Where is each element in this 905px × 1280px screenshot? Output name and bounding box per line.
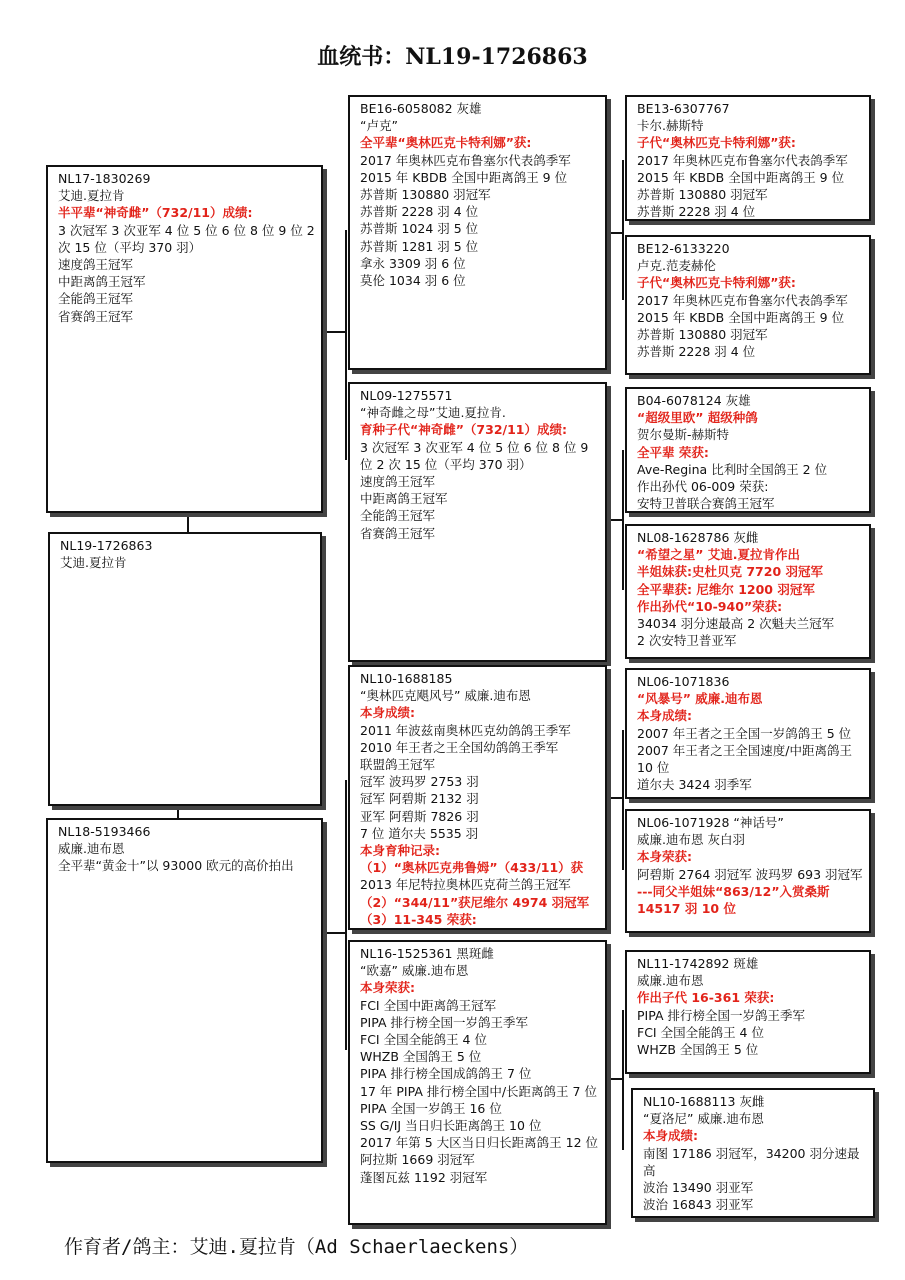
- result-text: 3 次冠军 3 次亚军 4 位 5 位 6 位 8 位 9 位 2 次 15 位（平均 370 羽）: [360, 439, 589, 472]
- sds-card: [625, 387, 871, 513]
- achievement-heading: 子代“奥林匹克卡特利娜”获:: [637, 275, 796, 291]
- result-text: 莫伦 1034 羽 6 位: [360, 273, 466, 289]
- result-text: 省赛鸽王冠军: [58, 308, 134, 324]
- ring-number: NL19-1726863: [60, 538, 153, 553]
- ring-number: NL06-1071836: [637, 674, 730, 689]
- result-text: 2017 年第 5 大区当日归长距离鸽王 12 位: [360, 1135, 599, 1151]
- achievement-heading: 子代“奥林匹克卡特利娜”获:: [637, 135, 796, 151]
- result-text: 全平辈“黄金十”以 93000 欧元的高价拍出: [58, 858, 294, 874]
- result-text: PIPA 排行榜全国一岁鸽王季军: [637, 1007, 805, 1023]
- breeder: 卢克.范麦赫伦: [637, 258, 716, 274]
- result-text: 苏普斯 130880 羽冠军: [360, 187, 491, 203]
- result-text: 2013 年尼特拉奥林匹克荷兰鸽王冠军: [360, 877, 571, 893]
- result-text: ---同父半姐妹“863/12”入赏桑斯 14517 羽 10 位: [637, 883, 830, 917]
- pigeon-name: “欧嘉” 威廉.迪布恩: [360, 963, 469, 979]
- dam-dam-card: [348, 940, 607, 1225]
- ring-number: NL10-1688113 灰雌: [643, 1094, 765, 1109]
- breeder: 贺尔曼斯-赫斯特: [637, 427, 730, 443]
- result-text: 苏普斯 1281 羽 5 位: [360, 238, 479, 254]
- result-text: 苏普斯 2228 羽 4 位: [637, 344, 756, 360]
- connector-line: [187, 512, 189, 532]
- result-text: 全能鸽王冠军: [58, 291, 134, 307]
- result-text: 安特卫普联合赛鸽王冠军: [637, 496, 775, 512]
- result-text: 速度鸽王冠军: [360, 474, 436, 490]
- ssd-card: [625, 235, 871, 375]
- result-text: 2015 年 KBDB 全国中距离鸽王 9 位: [637, 309, 845, 325]
- result-text: 苏普斯 2228 羽 4 位: [637, 204, 756, 220]
- result-text: 34034 羽分速最高 2 次魁夫兰冠军: [637, 616, 835, 632]
- result-text: 冠军 波玛罗 2753 羽: [360, 774, 479, 790]
- result-text: WHZB 全国鸽王 5 位: [360, 1049, 482, 1065]
- dam-sire-card: [348, 665, 607, 930]
- breeder: 威廉.迪布恩: [58, 841, 125, 857]
- connector-line: [345, 780, 347, 1050]
- ring-number: BE13-6307767: [637, 101, 730, 116]
- breeder: 艾迪.夏拉肯: [58, 188, 125, 204]
- ring-number: NL16-1525361 黑斑雌: [360, 946, 494, 961]
- ring-number: BE16-6058082 灰雄: [360, 101, 482, 116]
- pigeon-name: “神奇雌之母”艾迪.夏拉肯.: [360, 405, 506, 421]
- result-text: 全平辈获: 尼维尔 1200 羽冠军: [637, 581, 815, 597]
- sss-card: [625, 95, 871, 221]
- achievement-heading: 本身成绩:: [360, 705, 415, 721]
- achievement-heading: 半平辈“神奇雌”（732/11）成绩:: [58, 205, 253, 221]
- achievement-heading: 本身荣获:: [637, 849, 692, 865]
- result-text: 道尔夫 3424 羽季军: [637, 777, 752, 793]
- subject-card: [48, 532, 322, 806]
- sdd-card: [625, 524, 871, 659]
- result-text: （1）“奥林匹克弗鲁姆”（433/11）获: [360, 860, 584, 876]
- connector-line: [622, 160, 624, 300]
- result-text: 2015 年 KBDB 全国中距离鸽王 9 位: [637, 169, 845, 185]
- connector-line: [322, 932, 346, 934]
- result-text: 苏普斯 2228 羽 4 位: [360, 204, 479, 220]
- page-title: 血统书：NL19-1726863: [317, 44, 588, 70]
- result-text: 蓬图瓦兹 1192 羽冠军: [360, 1169, 488, 1185]
- ring-number: NL11-1742892 斑雄: [637, 956, 759, 971]
- ring-number: NL09-1275571: [360, 388, 453, 403]
- ring-number: NL10-1688185: [360, 671, 453, 686]
- connector-line: [622, 730, 624, 870]
- sire-card: [46, 165, 323, 513]
- breeder: 威廉.迪布恩: [637, 973, 704, 989]
- sire-sire-card: [348, 95, 607, 370]
- result-text: 3 次冠军 3 次亚军 4 位 5 位 6 位 8 位 9 位 2 次 15 位（平均 370 羽）: [58, 222, 315, 255]
- result-text: （2）“344/11”获尼维尔 4974 羽冠军: [360, 894, 590, 910]
- achievement-heading: 本身成绩:: [637, 708, 692, 724]
- result-text: 波治 13490 羽亚军: [643, 1180, 754, 1196]
- result-text: 拿永 3309 羽 6 位: [360, 255, 466, 271]
- pigeon-name: “风暴号” 威廉.迪布恩: [637, 691, 763, 707]
- result-text: FCI 全国全能鸽王 4 位: [637, 1024, 764, 1040]
- result-text: 2007 年王者之王全国一岁鸽鸽王 5 位: [637, 725, 852, 741]
- result-text: PIPA 排行榜全国一岁鸽王季军: [360, 1014, 528, 1030]
- achievement-heading: 作出孙代“10-940”荣获:: [637, 598, 783, 614]
- result-text: 苏普斯 130880 羽冠军: [637, 327, 768, 343]
- pigeon-name: “希望之星” 艾迪.夏拉肯作出: [637, 547, 801, 563]
- result-text: 波治 16843 羽亚军: [643, 1197, 754, 1213]
- dds-card: [625, 950, 871, 1074]
- breeder: 卡尔.赫斯特: [637, 118, 704, 134]
- ring-number: NL06-1071928 “神话号”: [637, 815, 784, 830]
- result-text: 省赛鸽王冠军: [360, 525, 436, 541]
- achievement-heading: 本身荣获:: [360, 980, 415, 996]
- result-text: 2010 年王者之王全国幼鸽鸽王季军: [360, 739, 559, 755]
- result-text: 7 位 道尔夫 5535 羽: [360, 825, 479, 841]
- result-text: 17 年 PIPA 排行榜全国中/长距离鸽王 7 位: [360, 1083, 597, 1099]
- result-text: WHZB 全国鸽王 5 位: [637, 1042, 759, 1058]
- result-text: 2017 年奥林匹克布鲁塞尔代表鸽季军: [637, 292, 848, 308]
- result-text: 阿拉斯 1669 羽冠军: [360, 1152, 475, 1168]
- ddd-card: [631, 1088, 875, 1218]
- achievement-heading: 全平辈“奥林匹克卡特利娜”获:: [360, 135, 532, 151]
- dss-card: [625, 668, 871, 799]
- breeder: 艾迪.夏拉肯: [60, 555, 127, 571]
- ring-number: NL08-1628786 灰雌: [637, 530, 759, 545]
- result-text: 中距离鸽王冠军: [360, 491, 448, 507]
- result-text: PIPA 全国一岁鸽王 16 位: [360, 1100, 502, 1116]
- achievement-heading: 全平辈 荣获:: [637, 444, 709, 460]
- result-text: 苏普斯 1024 羽 5 位: [360, 221, 479, 237]
- connector-line: [622, 450, 624, 590]
- connector-line: [345, 230, 347, 460]
- result-text: 中距离鸽王冠军: [58, 274, 146, 290]
- pigeon-name: “夏洛尼” 威廉.迪布恩: [643, 1111, 764, 1127]
- result-text: PIPA 排行榜全国成鸽鸽王 7 位: [360, 1066, 532, 1082]
- achievement-heading: 本身育种记录:: [360, 843, 440, 859]
- result-text: （3）11-345 荣获:: [360, 911, 477, 927]
- achievement-heading: 作出子代 16-361 荣获:: [637, 990, 775, 1006]
- pigeon-name: “卢克”: [360, 118, 398, 134]
- result-text: 阿碧斯 2764 羽冠军 波玛罗 693 羽冠军: [637, 866, 863, 882]
- achievement-heading: 育种子代“神奇雌”（732/11）成绩:: [360, 422, 567, 438]
- result-text: 2015 年 KBDB 全国中距离鸽王 9 位: [360, 169, 568, 185]
- result-text: 2 次安特卫普亚军: [637, 633, 737, 649]
- dam-card: [46, 818, 323, 1163]
- result-text: FCI 全国中距离鸽王冠军: [360, 997, 497, 1013]
- ring-number: NL18-5193466: [58, 824, 151, 839]
- result-text: 全能鸽王冠军: [360, 508, 436, 524]
- result-text: 苏普斯 130880 羽冠军: [637, 187, 768, 203]
- result-text: 2017 年奥林匹克布鲁塞尔代表鸽季军: [360, 152, 571, 168]
- ring-number: BE12-6133220: [637, 241, 730, 256]
- connector-line: [177, 804, 179, 818]
- pigeon-name: “奥林匹克飓风号” 威廉.迪布恩: [360, 688, 531, 704]
- result-text: 速度鸽王冠军: [58, 257, 134, 273]
- result-text: Ave-Regina 比利时全国鸽王 2 位: [637, 461, 828, 477]
- result-text: 亚军 阿碧斯 7826 羽: [360, 808, 479, 824]
- sire-dam-card: [348, 382, 607, 662]
- result-text: 联盟鸽王冠军: [360, 757, 436, 773]
- dsd-card: [625, 809, 871, 933]
- result-text: 半姐妹获:史杜贝克 7720 羽冠军: [637, 564, 823, 580]
- breeder: 威廉.迪布恩 灰白羽: [637, 832, 745, 848]
- result-text: FCI 全国全能鸽王 4 位: [360, 1032, 487, 1048]
- connector-line: [322, 331, 346, 333]
- ring-number: B04-6078124 灰雄: [637, 393, 751, 408]
- result-text: SS G/IJ 当日归长距离鸽王 10 位: [360, 1118, 542, 1134]
- connector-line: [622, 1010, 624, 1150]
- breeder-footer: 作育者/鸽主：艾迪.夏拉肯（Ad Schaerlaeckens）: [64, 1236, 529, 1258]
- achievement-heading: 本身成绩:: [643, 1128, 698, 1144]
- pigeon-name: “超级里欧” 超级种鸽: [637, 410, 758, 426]
- result-text: 作出孙代 06-009 荣获:: [637, 479, 769, 495]
- result-text: 2007 年王者之王全国速度/中距离鸽王 10 位: [637, 742, 852, 776]
- result-text: 2017 年奥林匹克布鲁塞尔代表鸽季军: [637, 152, 848, 168]
- result-text: 冠军 阿碧斯 2132 羽: [360, 791, 479, 807]
- result-text: 2011 年波兹南奥林匹克幼鸽鸽王季军: [360, 722, 571, 738]
- ring-number: NL17-1830269: [58, 171, 151, 186]
- result-text: 南图 17186 羽冠军，34200 羽分速最高: [643, 1145, 860, 1178]
